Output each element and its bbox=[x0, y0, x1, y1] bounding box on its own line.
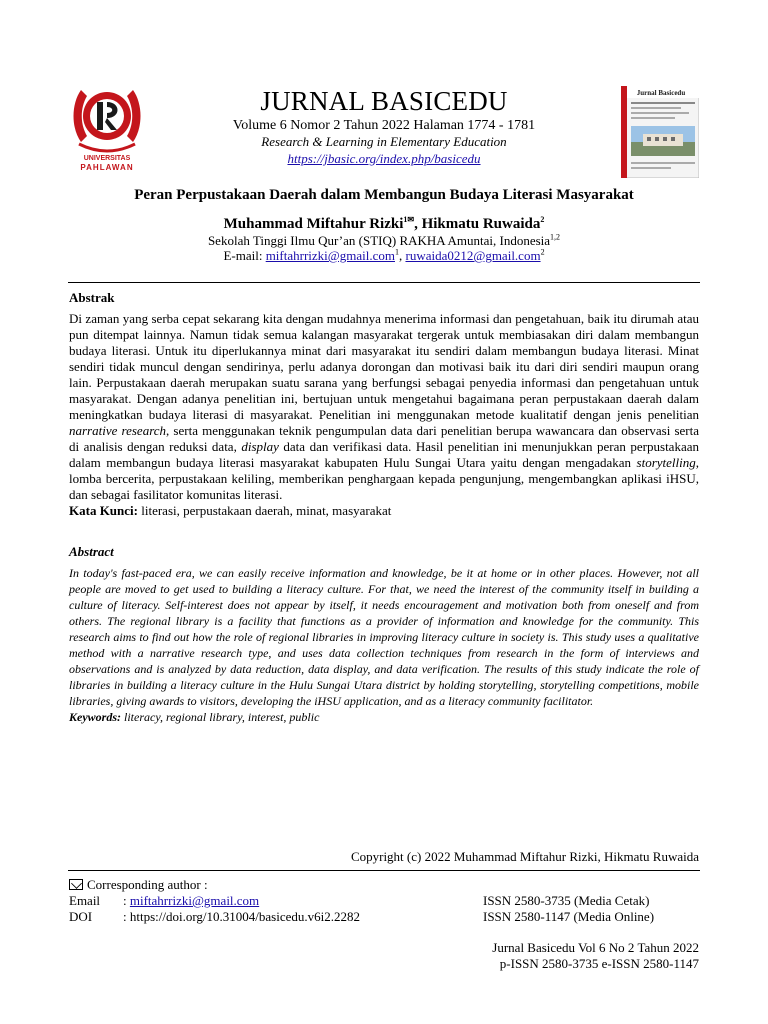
journal-footer bbox=[492, 940, 699, 972]
kata-kunci bbox=[69, 503, 699, 519]
abstrak-emphasis: display bbox=[241, 439, 279, 454]
email-value bbox=[123, 893, 483, 909]
abstract-text: In today's fast-paced era, we can easily receive information and knowledge, be it at home or in other places. However, not all people are moved to get used to building a literacy culture. For that, we need the interest of the community itself in building a culture of literacy. Self-interest does not appear by itself, it needs encouragement and motivation both from oneself and from others. The regional library is a facility that functions as a provider of information and knowledge for the community. This research aims to find out how the role of regional libraries in improving literacy culture in society is. This study uses a qualitative method with a narrative research type, and uses data collection techniques from research in the form of interviews and observations and is analyzed by data reduction, data display, and data verification. The results of this study indicate the role of libraries in building a literacy culture in the Hulu Sungai Utara district by holding storytelling, storytelling competitions, mobile libraries, giving awards to visitors, developing the iHSU application, and as a literacy community facilitator. bbox=[69, 566, 699, 708]
abstrak-emphasis: narrative research bbox=[69, 423, 167, 438]
journal-issue: Jurnal Basicedu Vol 6 No 2 Tahun 2022 bbox=[492, 940, 699, 955]
journal-subtitle: Research & Learning in Elementary Education bbox=[261, 134, 507, 149]
university-logo bbox=[67, 84, 147, 176]
corresponding-email-link[interactable]: miftahrrizki@gmail.com bbox=[129, 893, 260, 908]
author-superscript: 2 bbox=[540, 215, 545, 224]
issn-online: ISSN 2580-1147 (Media Online) bbox=[483, 909, 655, 924]
author-line bbox=[40, 215, 728, 233]
author-name: Hikmatu Ruwaida bbox=[421, 216, 541, 232]
copyright-notice: Copyright (c) 2022 Muhammad Miftahur Rizki, Hikmatu Ruwaida bbox=[350, 849, 699, 864]
abstrak-heading: Abstrak bbox=[69, 290, 115, 305]
abstract-body bbox=[69, 565, 699, 725]
email-label: E-mail: bbox=[223, 248, 266, 263]
email-line bbox=[40, 248, 728, 264]
author-email-link[interactable]: miftahrrizki@gmail.com bbox=[265, 248, 395, 263]
journal-url-link[interactable]: https://jbasic.org/index.php/basicedu bbox=[287, 151, 481, 166]
journal-header bbox=[150, 86, 618, 168]
article-title: Peran Perpustakaan Daerah dalam Membangun Budaya Literasi Masyarakat bbox=[134, 187, 634, 203]
affiliation-superscript: 1,2 bbox=[550, 232, 561, 242]
issn-print: ISSN 2580-3735 (Media Cetak) bbox=[483, 893, 650, 908]
svg-text:Jurnal Basicedu: Jurnal Basicedu bbox=[636, 89, 686, 97]
abstrak-text: , lomba bercerita, perpustakaan keliling, memberikan penghargaan kepada pengunjung, mengembangkan aplikasi iHSU, dan sebagai fasilitator komunitas literasi. bbox=[69, 455, 699, 502]
abstrak-text: Di zaman yang serba cepat sekarang kita dengan mudahnya menerima informasi dan pengetahuan, baik itu dirumah atau pun ditempat lainnya. Namun tidak semua kalangan masyarakat tergerak untuk membiasakan diri dalam membangun budaya literasi. Untuk itu diperlukannya minat dari masyarakat itu sendiri dalam membangun budaya literasi. Minat sendiri tidak muncul dengan sendirinya, perlu adanya dorongan dan motivasi baik itu dari diri sendiri maupun orang lain. Perpustakaan daerah merupakan suatu sarana yang berfungsi sebagai penyedia informasi dan pengetahuan untuk masyarakat. Dengan adanya penelitian ini, bertujuan untuk mengetahui bagaimana peran perpustakaan daerah dalam meningkatkan budaya literasi di masyarakat. Penelitian ini menggunakan metode kualitatif dengan jenis penelitian bbox=[69, 311, 699, 422]
keywords-label: Keywords: bbox=[69, 710, 121, 724]
svg-text:UNIVERSITAS: UNIVERSITAS bbox=[83, 155, 131, 162]
abstract-heading: Abstract bbox=[69, 544, 114, 559]
envelope-icon bbox=[69, 879, 83, 890]
abstrak-emphasis: storytelling bbox=[636, 455, 696, 470]
email-superscript: 1 bbox=[394, 247, 399, 257]
svg-text:PAHLAWAN: PAHLAWAN bbox=[80, 163, 134, 172]
footer-details bbox=[69, 877, 709, 925]
author-email-link[interactable]: ruwaida0212@gmail.com bbox=[405, 248, 541, 263]
keywords bbox=[69, 709, 699, 725]
doi-value: : https://doi.org/10.31004/basicedu.v6i2.2282 bbox=[123, 909, 361, 924]
keywords-text: literacy, regional library, interest, public bbox=[121, 710, 320, 724]
affiliation-text: Sekolah Tinggi Ilmu Qur’an (STIQ) RAKHA Amuntai, Indonesia bbox=[207, 233, 551, 248]
email-separator: , bbox=[398, 248, 406, 263]
divider bbox=[68, 282, 700, 283]
corresponding-author bbox=[69, 877, 208, 893]
email-superscript: 2 bbox=[540, 247, 545, 257]
kata-kunci-text: literasi, perpustakaan daerah, minat, masyarakat bbox=[137, 503, 392, 518]
author-name: Muhammad Miftahur Rizki bbox=[223, 216, 404, 232]
email-label: Email bbox=[69, 893, 101, 908]
journal-issn: p-ISSN 2580-3735 e-ISSN 2580-1147 bbox=[499, 956, 699, 971]
abstrak-body bbox=[69, 311, 699, 519]
doi-label: DOI bbox=[69, 909, 93, 924]
journal-volume: Volume 6 Nomor 2 Tahun 2022 Halaman 1774 - 1781 bbox=[232, 118, 536, 133]
abstrak-text: data dan verifikasi data. Hasil penelitian ini menunjukkan peran perpustakaan dalam membangun budaya literasi masyarakat kabupaten Hulu Sungai Utara yaitu dengan mengadakan bbox=[69, 439, 699, 470]
author-separator: , bbox=[414, 216, 422, 232]
abstrak-text: , serta menggunakan teknik pengumpulan data dari penelitian berupa wawancara dan observasi serta di analisis dengan reduksi data, bbox=[69, 423, 699, 454]
journal-title: JURNAL BASICEDU bbox=[260, 86, 508, 116]
kata-kunci-label: Kata Kunci: bbox=[69, 503, 138, 518]
corresponding-label: Corresponding author : bbox=[87, 877, 208, 892]
email-colon: : bbox=[123, 893, 130, 908]
affiliation bbox=[40, 233, 728, 249]
author-superscript: 1✉ bbox=[403, 215, 415, 224]
divider bbox=[68, 870, 700, 871]
journal-cover-image bbox=[621, 86, 699, 178]
